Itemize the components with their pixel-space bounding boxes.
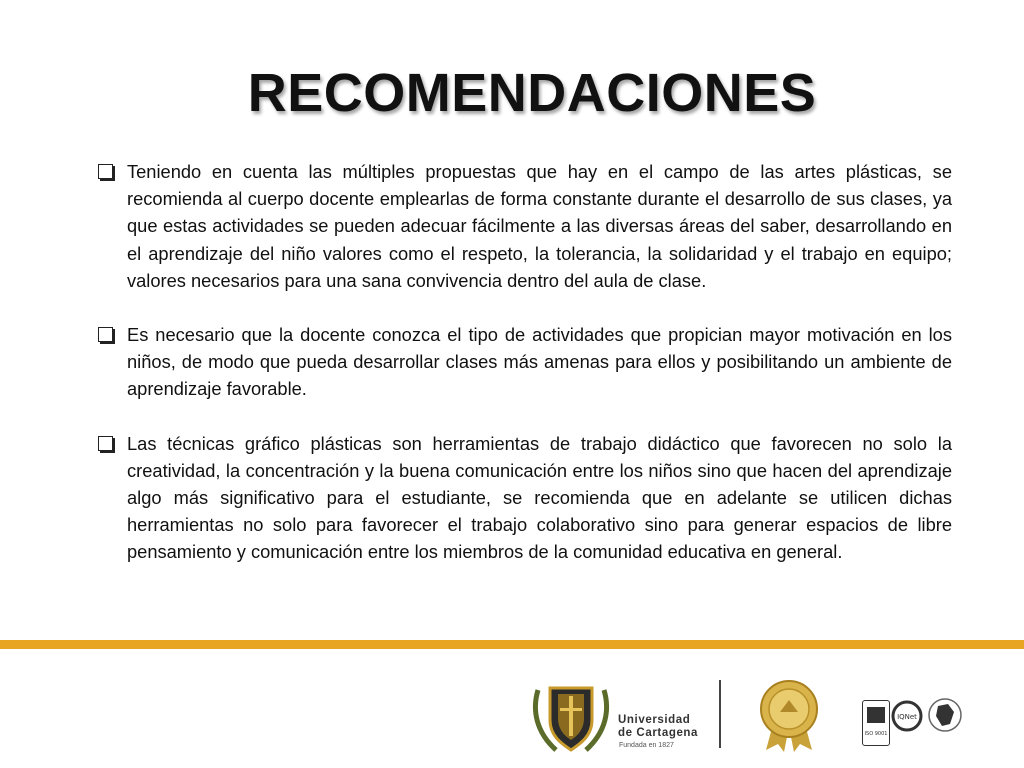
iso-certification-badge xyxy=(862,700,890,746)
university-name-line1: Universidad xyxy=(618,714,691,726)
iso-certification-icon xyxy=(863,701,889,745)
slide-title: RECOMENDACIONES xyxy=(247,63,817,123)
accreditation-seal-icon xyxy=(758,678,820,752)
university-name-line2: de Cartagena xyxy=(618,727,699,739)
footer-logos xyxy=(0,660,1024,768)
university-crest-icon xyxy=(530,680,612,754)
footer-divider xyxy=(719,680,721,748)
accent-bar xyxy=(0,640,1024,649)
bullet-list xyxy=(96,158,952,593)
checkbox-bullet-icon xyxy=(98,164,113,179)
bullet-item xyxy=(96,321,952,403)
colombia-map-certification-icon xyxy=(926,696,964,734)
bullet-text: Es necesario que la docente conozca el tipo de actividades que propician mayor motivación en los niños, de modo que pueda desarrollar clases más amenas para ellos y posibilitando un ambiente de aprendizaje favorable. xyxy=(127,324,952,400)
bullet-text: Teniendo en cuenta las múltiples propuestas que hay en el campo de las artes plásticas, se recomienda al cuerpo docente emplearlas de forma constante durante el desarrollo de sus clases, ya que estas actividades se pueden adecuar fácilmente a las diversas áreas del saber, desarrollando en el aprendizaje del niño valores como el respeto, la tolerancia, la solidaridad y el trabajo en equipo; valores necesarios para una sana convivencia dentro del aula de clase. xyxy=(127,161,952,291)
iqnet-certification-icon xyxy=(891,700,923,732)
checkbox-bullet-icon xyxy=(98,327,113,342)
university-founded: Fundada en 1827 xyxy=(619,742,674,749)
bullet-item xyxy=(96,430,952,566)
cert1-label: ISO 9001 xyxy=(864,731,888,737)
university-name xyxy=(618,714,698,740)
bullet-item xyxy=(96,158,952,294)
bullet-text: Las técnicas gráfico plásticas son herramientas de trabajo didáctico que favorecen no solo la creatividad, la concentración y la buena comunicación entre los niños sino que hacen del aprendizaje algo más significativo para el estudiante, se recomienda que en adelante se utilicen dichas herramientas no solo para favorecer el trabajo colaborativo sino para generar espacios de libre pensamiento y comunicación entre los miembros de la comunidad educativa en general. xyxy=(127,432,952,563)
checkbox-bullet-icon xyxy=(98,436,113,451)
cert2-label: IQNet xyxy=(897,713,917,721)
